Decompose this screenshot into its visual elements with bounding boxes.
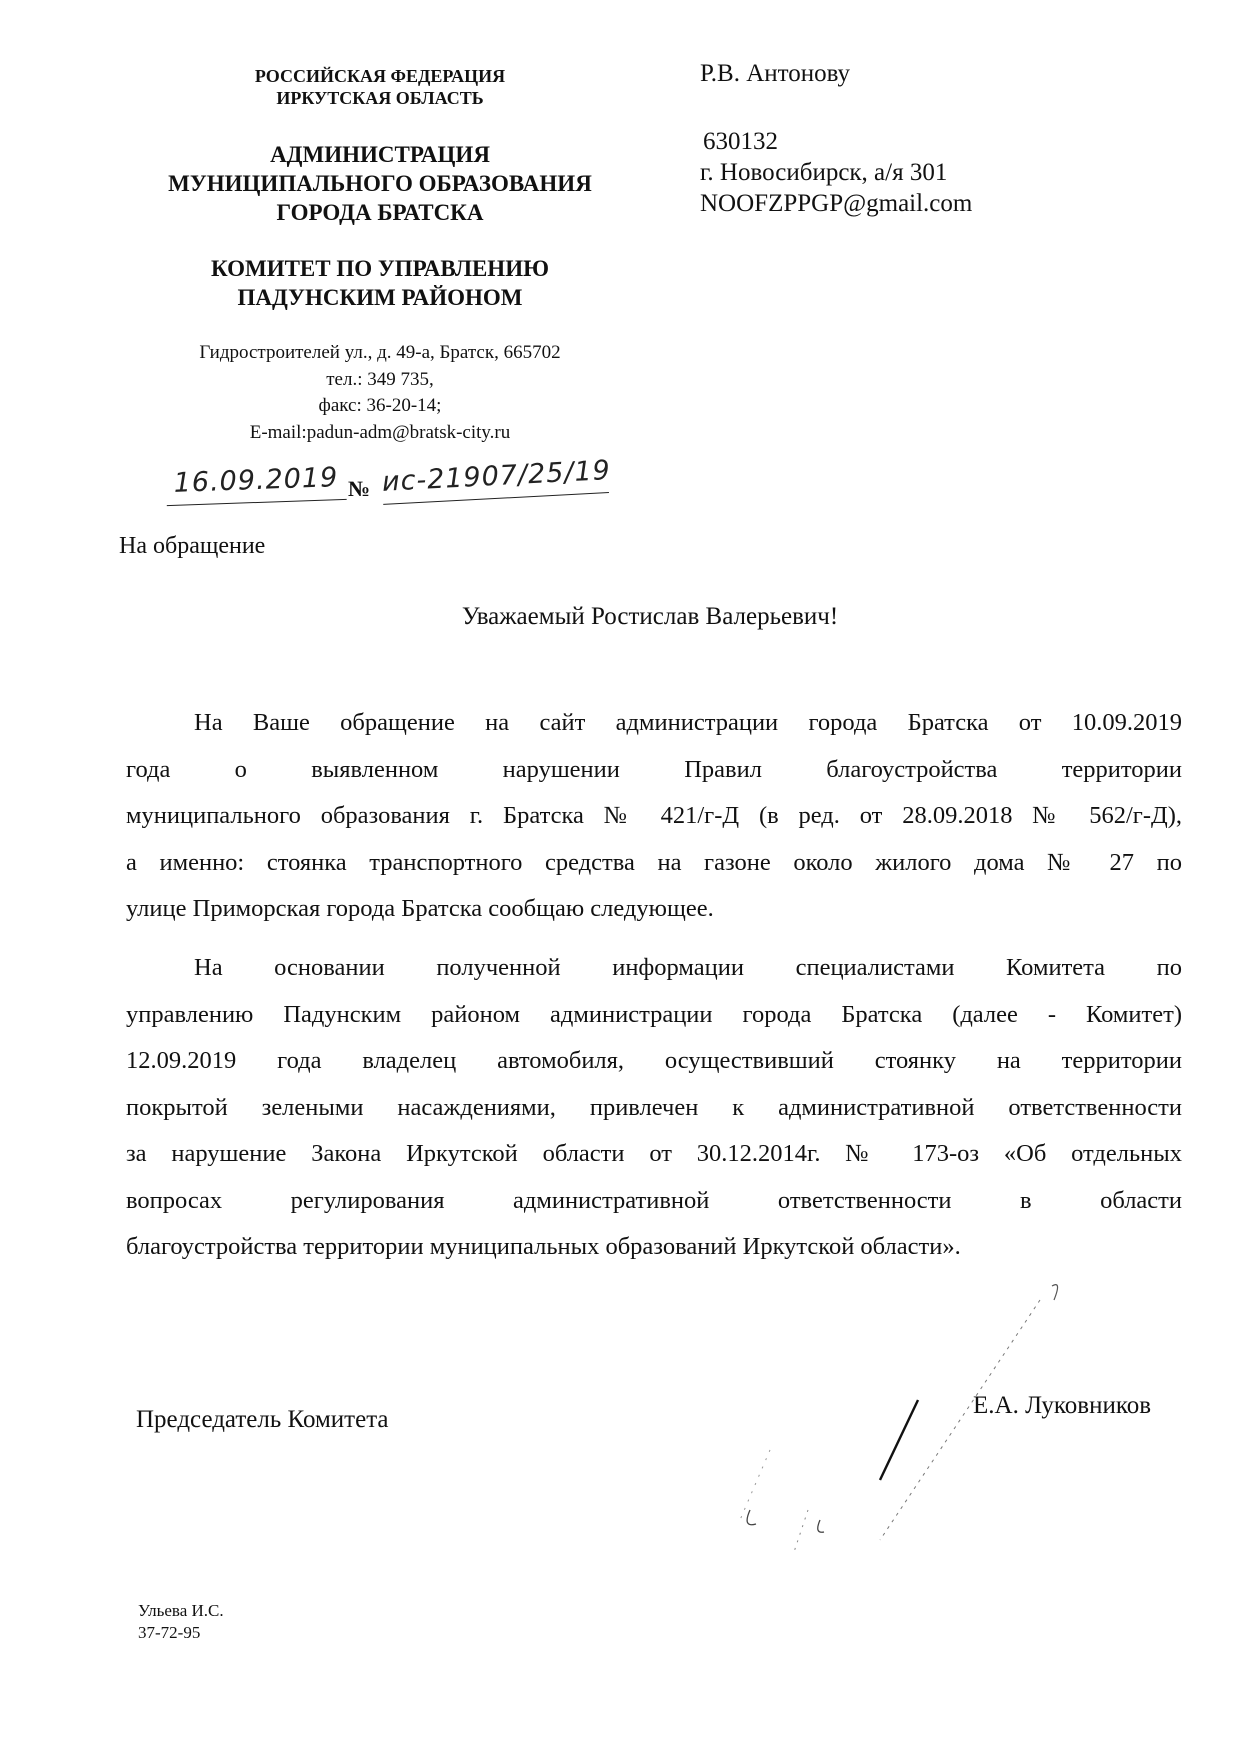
sender-phone: тел.: 349 735,: [326, 369, 434, 390]
body-paragraph-1: [126, 700, 1182, 933]
letterhead-org-3: ГОРОДА БРАТСКА: [276, 200, 484, 225]
body-line: муниципального образования г. Братска № 421/г-Д (в ред. от 28.09.2018 № 562/г-Д),: [126, 802, 1182, 829]
greeting: Уважаемый Ростислав Валерьевич!: [461, 603, 839, 630]
letterhead-org-2: МУНИЦИПАЛЬНОГО ОБРАЗОВАНИЯ: [168, 171, 592, 196]
executor-phone: 37-72-95: [138, 1623, 201, 1642]
body-line: а именно: стоянка транспортного средства на газоне около жилого дома № 27 по: [126, 848, 1182, 876]
registration-number-sign: №: [348, 476, 371, 501]
signature-position: Председатель Комитета: [136, 1406, 389, 1433]
executor-name: Ульева И.С.: [138, 1601, 224, 1620]
body-line: 12.09.2019 года владелец автомобиля, осуществивший стоянку на территории: [126, 1047, 1182, 1074]
recipient-name: Р.В. Антонову: [700, 60, 851, 87]
handwritten-signature: [730, 1270, 1070, 1550]
letterhead-region: ИРКУТСКАЯ ОБЛАСТЬ: [276, 88, 484, 108]
letterhead-committee-2: ПАДУНСКИМ РАЙОНОМ: [237, 285, 523, 310]
registration-date: 16.09.2019: [165, 457, 346, 506]
sender-address: Гидростроителей ул., д. 49-а, Братск, 665702: [199, 342, 561, 363]
body-line: управлению Падунским районом администрации города Братска (далее - Комитет): [126, 1000, 1182, 1028]
body-line: На основании полученной информации специалистами Комитета по: [194, 954, 1182, 981]
recipient-email: NOOFZPPGP@gmail.com: [700, 190, 973, 217]
body-line: года о выявленном нарушении Правил благоустройства территории: [126, 755, 1182, 783]
registration-date-field: [166, 460, 346, 504]
body-line: благоустройства территории муниципальных образований Иркутской области».: [126, 1233, 961, 1260]
sender-email: E-mail:padun-adm@bratsk-city.ru: [249, 422, 511, 443]
letterhead-org-1: АДМИНИСТРАЦИЯ: [270, 142, 490, 167]
recipient-postcode: 630132: [703, 128, 778, 155]
signatory-name: Е.А. Луковников: [973, 1392, 1152, 1419]
registration-number: ис-21907/25/19: [381, 450, 609, 505]
body-line: вопросах регулирования административной ответственности в области: [126, 1186, 1182, 1214]
body-line: за нарушение Закона Иркутской области от 30.12.2014г. № 173-оз «Об отдельных: [126, 1140, 1182, 1167]
letterhead-committee-1: КОМИТЕТ ПО УПРАВЛЕНИЮ: [210, 256, 549, 281]
sender-fax: факс: 36-20-14;: [318, 395, 442, 416]
letterhead-country: РОССИЙСКАЯ ФЕДЕРАЦИЯ: [254, 66, 506, 86]
registration-number-field: [381, 454, 612, 500]
executor-block: [138, 1600, 224, 1644]
reference-line: На обращение: [119, 533, 266, 559]
body-line: улице Приморская города Братска сообщаю следующее.: [126, 895, 714, 922]
body-line: покрытой зелеными насаждениями, привлечен к административной ответственности: [126, 1093, 1182, 1121]
recipient-city: г. Новосибирск, а/я 301: [700, 159, 948, 186]
body-line: На Ваше обращение на сайт администрации города Братска от 10.09.2019: [194, 709, 1182, 736]
body-paragraph-2: [126, 945, 1182, 1271]
